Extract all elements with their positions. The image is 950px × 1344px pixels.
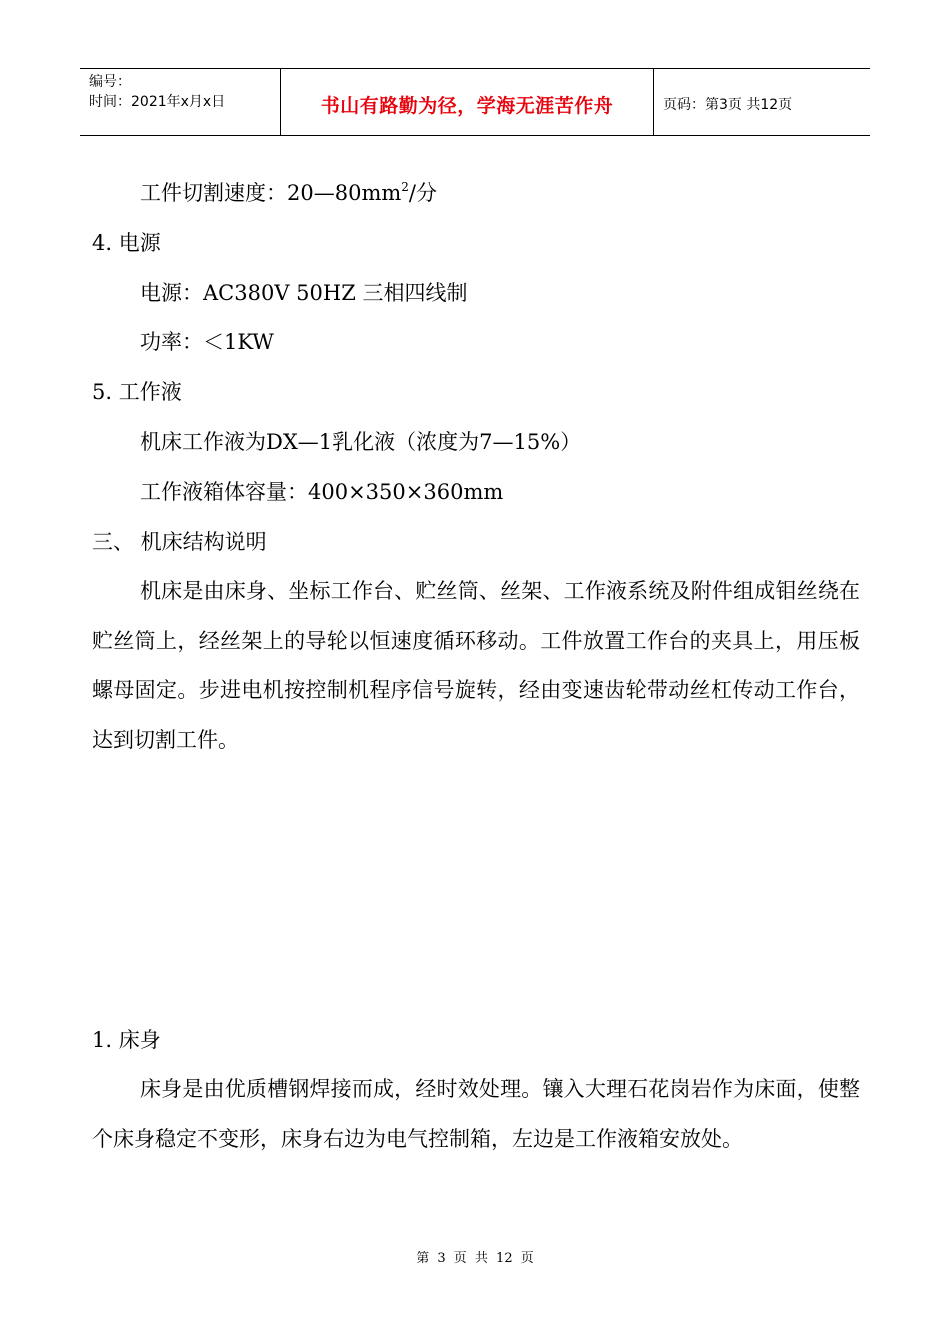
fluid-tank-line: 工作液箱体容量：400×350×360mm [140, 480, 504, 504]
time-label: 时间：2021年x月x日 [89, 94, 226, 110]
power-supply-line: 电源：AC380V 50HZ 三相四线制 [140, 281, 468, 305]
cut-speed-unit: /分 [408, 181, 437, 205]
document-header [80, 68, 870, 136]
section-3-heading: 三、 机床结构说明 [92, 530, 267, 554]
header-motto: 书山有路勤为径，学海无涯苦作舟 [320, 95, 614, 117]
header-page-cell [654, 69, 870, 135]
structure-paragraph: 机床是由床身、坐标工作台、贮丝筒、丝架、工作液系统及附件组成钼丝绕在贮丝筒上，经丝架上的导轮以恒速度循环移动。工件放置工作台的夹具上，用压板螺母固定。步进电机按控制机程序信号旋转，经由变速齿轮带动丝杠传动工作台，达到切割工件。 [92, 579, 860, 752]
bed-paragraph: 床身是由优质槽钢焊接而成，经时效处理。镶入大理石花岗岩作为床面，使整个床身稳定不变形，床身右边为电气控制箱，左边是工作液箱安放处。 [92, 1077, 860, 1151]
fluid-type-line: 机床工作液为DX—1乳化液（浓度为7—15%） [140, 430, 582, 454]
subsection-1-heading: 1. 床身 [92, 1028, 161, 1052]
section-5-heading: 5. 工作液 [92, 380, 182, 404]
header-page-label: 页码：第3页 共12页 [663, 97, 793, 113]
cut-speed-superscript: 2 [401, 180, 409, 194]
cut-speed-line [140, 178, 437, 208]
header-meta-cell [80, 69, 281, 135]
cut-speed-text: 工件切割速度：20—80mm [140, 181, 402, 205]
power-rating-line: 功率：＜1KW [140, 330, 274, 354]
header-motto-cell [281, 69, 654, 135]
page-footer: 第 3 页 共 12 页 [416, 1251, 534, 1266]
section-4-heading: 4. 电源 [92, 231, 161, 255]
number-label: 编号： [89, 74, 131, 90]
